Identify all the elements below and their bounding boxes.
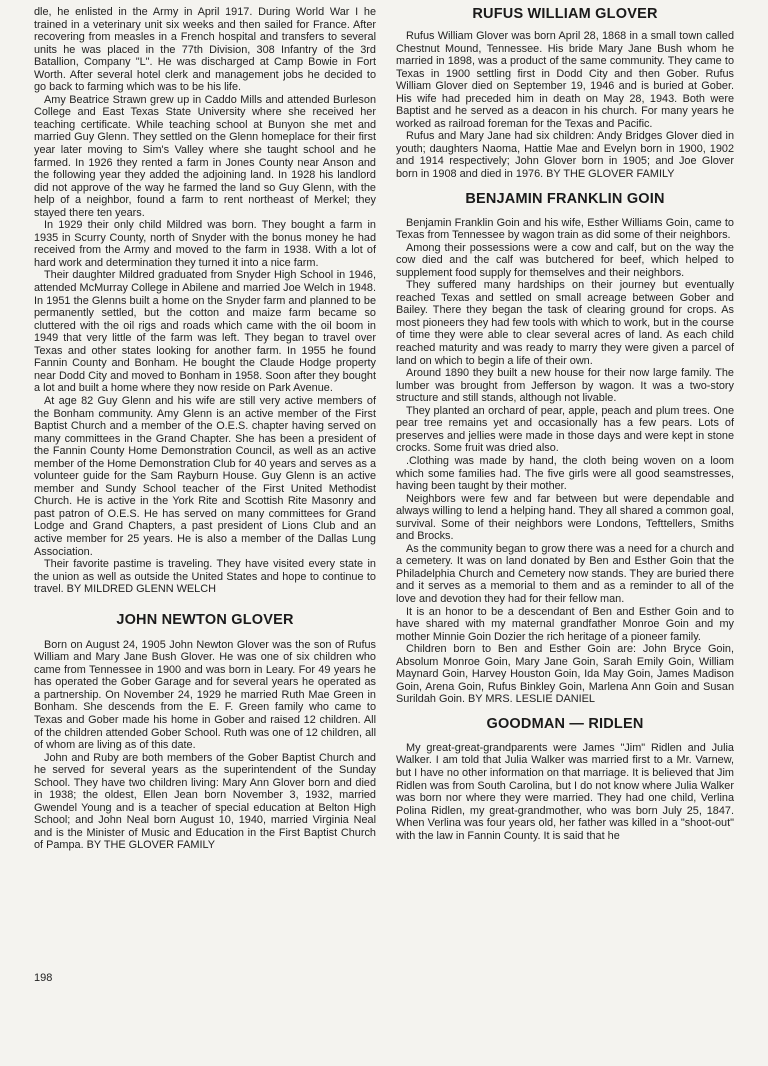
section-heading-rufus-william-glover: RUFUS WILLIAM GLOVER	[472, 6, 658, 22]
left-column	[34, 6, 376, 852]
paragraph: It is an honor to be a descendant of Ben and Esther Goin and to have shared with my maternal grandfather Monroe Goin and my mother Minnie Goin Dozier the rich heritage of a pioneer family.	[396, 605, 734, 643]
section-heading-benjamin-franklin-goin: BENJAMIN FRANKLIN GOIN	[465, 190, 665, 207]
paragraph: Amy Beatrice Strawn grew up in Caddo Mills and attended Burleson College and East Texas State University where she received her teaching certificate. While teaching school at Bunyon she met and married Guy Glenn. They settled on the Glenn homeplace for their first year later moving to Sim's Valley where she taught school and he farmed. In 1926 they rented a farm in Jones County near Anson and the following year they added the adjoining land. In 1928 his landlord did not approve of the way he farmed the land so Guy Glenn, with the help of a neighbor, found a farm to rent northeast of Merkel; they stayed there ten years.	[34, 93, 376, 219]
paragraph: Among their possessions were a cow and calf, but on the way the cow died and the calf was butchered for beef, which helped to supplement food supply for themselves and their neighbors.	[396, 241, 734, 279]
paragraph: Rufus William Glover was born April 28, 1868 in a small town called Chestnut Mound, Tennessee. His bride Mary Jane Bush whom he married in 1898, was a product of the same community. They came to Texas in 1900 settling first in Dodd City and then Gober. Rufus William Glover died on September 19, 1946 and is buried at Gober. His wife had preceded him in death on May 28, 1943. Both were Baptist and he served as a deacon in his church. For many years he worked as railroad foreman for the Texas and Pacific.	[396, 30, 734, 130]
paragraph: They planted an orchard of pear, apple, peach and plum trees. One pear tree remains yet and occasionally has a few pears. Lots of preserves and jellies were made in those days and were kept in stone crocks. Some fruit was dried also.	[396, 404, 734, 455]
right-column	[396, 6, 734, 842]
page-number: 198	[34, 972, 53, 984]
paragraph: In 1929 their only child Mildred was born. They bought a farm in 1935 in Scurry County, north of Snyder with the bonus money he had received from the Army and moved to the farm in 1938. With a lot of hard work and determination they turned it into a nice farm.	[34, 219, 376, 269]
paragraph: My great-great-grandparents were James "Jim" Ridlen and Julia Walker. I am told that Julia Walker was married first to a Mr. Varnew, but I have no other information on that marriage. It is believed that Jim Ridlen was from South Carolina, but I do not know where Julia Walker was born nor where they were married. They had one child, Verlina Polina Ridlen, my great-grandmother, who was born July 25, 1847. When Verlina was four years old, her father was killed in a "shoot-out" with the law in Fannin County. It is said that he	[396, 741, 734, 842]
paragraph: Children born to Ben and Esther Goin are: John Bryce Goin, Absolum Monroe Goin, Mary Jane Goin, Sarah Emily Goin, William Maynard Goin, Harvey Houston Goin, Ida May Goin, James Madison Goin, Arena Goin, Rufus Binkley Goin, Marlena Ann Goin and Susan Surildah Goin. BY MRS. LESLIE DANIEL	[396, 643, 734, 706]
paragraph: At age 82 Guy Glenn and his wife are still very active members of the Bonham community. Amy Glenn is an active member of the First Baptist Church and a member of the O.E.S. chapter having served on many committees in the Grand Chapter. She has been a president of the Fannin County Home Demonstration Council, as well as an active member of the Home Demonstration Club for 40 years and serves as a volunteer guide for the Sam Rayburn House. Guy Glenn is an active member and Sundy School teacher of the First United Methodist Church. He is active in the York Rite and Scottish Rite Masonry and past patron of O.E.S. He has served on many committees for Grand Lodge and Grand Chapters, a past president of Lions Club and an active member for 25 years. He is also a member of the Dallas Lung Association.	[34, 394, 377, 558]
paragraph: Rufus and Mary Jane had six children: Andy Bridges Glover died in youth; daughters Naoma, Hattie Mae and Evelyn born in 1900, 1902 and 1914 respectively; John Glover born in 1905; and Joe Glover born in 1908 and died in 1976. BY THE GLOVER FAMILY	[396, 130, 734, 181]
paragraph: Their favorite pastime is traveling. They have visited every state in the union as well as outside the United States and hope to continue to travel. BY MILDRED GLENN WELCH	[34, 558, 376, 596]
paragraph: Benjamin Franklin Goin and his wife, Esther Williams Goin, came to Texas from Tennessee by wagon train as did some of their neighbors.	[396, 216, 734, 242]
paragraph: Born on August 24, 1905 John Newton Glover was the son of Rufus William and Mary Jane Bush Glover. He was one of six children who came from Tennessee in 1900 and was born in Leary. For 49 years he has operated the Gober Garage and for several years he operated as a partnership. On November 24, 1929 he married Ruth Mae Green in Bonham. She descends from the E. F. Green family who came to Texas and Gober made his home in Gober and raised 12 children. All of the children attended Gober School. Ruth was one of 12 children, all of whom are living as of this date.	[34, 638, 376, 752]
paragraph: As the community began to grow there was a need for a church and a cemetery. It was on land donated by Ben and Esther Goin that the Philadelphia Church and Cemetery now stands. They are buried there and it serves as a memorial to them and as a reminder to all of the love and devotion they had for their fellow man.	[396, 542, 734, 605]
paragraph: John and Ruby are both members of the Gober Baptist Church and he served for several years as the superintendent of the Sunday School. They have two children living: Mary Ann Glover born and died in 1938; the oldest, Ellen Jean born November 3, 1932, married Gwendel Young and is a teacher of special education at Belton High School; and John Neal born August 10, 1940, married Virginia Neal and is the Minister of Music and Education in the First Baptist Church of Pampa. BY THE GLOVER FAMILY	[34, 751, 376, 852]
section-heading-john-newton-glover: JOHN NEWTON GLOVER	[116, 611, 294, 628]
paragraph: dle, he enlisted in the Army in April 1917. During World War I he trained in a veterinary unit six weeks and then sailed for France. After recovering from measles in a French hospital and transfers to several units he was placed in the 77th Division, 308 Infantry of the 3rd Batallion, Company "L". He was discharged at Camp Bowie in Fort Worth. After several hotel clerk and management jobs he decided to go back to farming which was to be his life.	[34, 6, 376, 94]
paragraph: They suffered many hardships on their journey but eventually reached Texas and settled on small acreage between Gober and Bailey. There they began the task of clearing ground for crops. As most pioneers they had few tools with which to work, but in the course of time they were able to clear several acres of land. As each child reached maturity and was ready to marry they were given a parcel of land on which to begin a life of their own.	[396, 279, 734, 367]
section-heading-goodman-ridlen: GOODMAN — RIDLEN	[486, 715, 644, 732]
paragraph: .Clothing was made by hand, the cloth being woven on a loom which some families had. The five girls were all good seamstresses, having been taught by their mother.	[396, 454, 734, 493]
paragraph: Around 1890 they built a new house for their now large family. The lumber was brought from Jefferson by wagon. It was a two-story structure and still stands, although not livable.	[396, 367, 734, 405]
paragraph: Their daughter Mildred graduated from Snyder High School in 1946, attended McMurray College in Abilene and married Joe Welch in 1948. In 1951 the Glenns built a home on the Snyder farm and planned to be permanently settled, but the cotton and maize farm became so cluttered with the oil rigs and roads which came with the oil boom in 1949 that very little of the farm was left. They began to travel over Texas and other states looking for another farm. In 1955 he found Fannin County and Bonham. He bought the Claude Hodge property near Dodd City and moved to Bonham in 1958. Soon after they bought a lot and built a home where they now reside on Park Avenue.	[34, 269, 376, 395]
paragraph: Neighbors were few and far between but were dependable and always willing to lend a helping hand. They all shared a common goal, survival. Some of their neighbors were Londons, Tefttellers, Smiths and Brocks.	[396, 492, 734, 543]
